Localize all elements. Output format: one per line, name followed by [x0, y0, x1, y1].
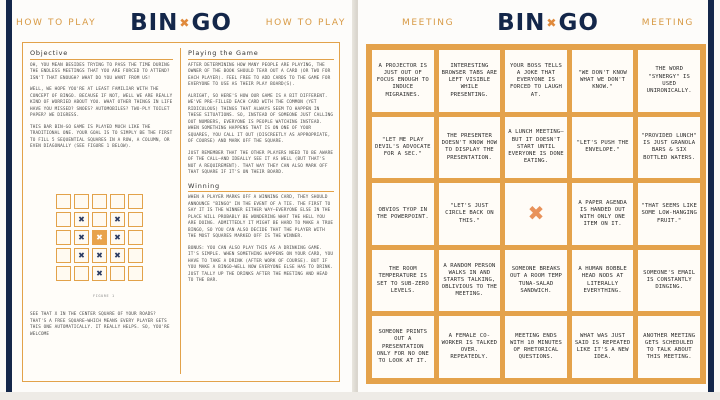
bingo-square[interactable]: A FEMALE CO-WORKER IS TALKED OVER. REPEATEDLY.: [439, 316, 501, 378]
bingo-board: [366, 44, 706, 384]
bingo-square[interactable]: WHAT WAS JUST SAID IS REPEATED LIKE IT'S A NEW IDEA.: [572, 316, 634, 378]
bingo-square[interactable]: THE ROOM TEMPERATURE IS SET TO SUB-ZERO LEVELS.: [372, 250, 434, 312]
header-right-label: HOW TO PLAY: [265, 18, 346, 28]
figure-square: ✖: [110, 212, 125, 227]
figure-square: [56, 194, 71, 209]
figure-square: [56, 266, 71, 281]
free-square-x-icon[interactable]: ✖: [505, 183, 567, 245]
bingo-square[interactable]: OBVIOS TYOP IN THE POWERPOINT.: [372, 183, 434, 245]
figure-square: [128, 266, 143, 281]
figure-square: [56, 248, 71, 263]
bingo-title-part-b: GO: [558, 10, 599, 36]
header-left-label: MEETING: [402, 18, 455, 28]
how-to-play-header: [16, 8, 346, 38]
bingo-square[interactable]: YOUR BOSS TELLS A JOKE THAT EVERYONE IS FORCED TO LAUGH AT.: [505, 50, 567, 112]
winning-title: Winning: [188, 183, 334, 193]
winning-paragraph: BONUS: YOU CAN ALSO PLAY THIS AS A DRINKING GAME. IT'S SIMPLE. WHEN SOMETHING HAPPENS ON YOUR CARD, YOU HAVE TO TAKE A DRINK (AFTER WORK OF COURSE). BUT IF YOU MAKE A BINGO—WELL NOW EVERYONE ELSE HAS TO DRINK. JUST TALLY UP THE DRINKS AFTER THE MEETING AND HEAD TO THE BAR.: [188, 245, 334, 283]
bingo-square[interactable]: A RANDOM PERSON WALKS IN AND STARTS TALKING, OBLIVIOUS TO THE MEETING.: [439, 250, 501, 312]
figure-square: ✖: [110, 248, 125, 263]
bingo-square[interactable]: MEETING ENDS WITH 10 MINUTES OF RHETORICAL QUESTIONS.: [505, 316, 567, 378]
bingo-square[interactable]: THE WORD "SYNERGY" IS USED UNIRONICALLY.: [638, 50, 700, 112]
bingo-square[interactable]: INTERESTING BROWSER TABS ARE LEFT VISIBLE WHILE PRESENTING.: [439, 50, 501, 112]
figure-square: [56, 230, 71, 245]
bingo-title-part-b: GO: [191, 10, 232, 36]
playing-section: [188, 50, 334, 290]
bingo-square[interactable]: "LET ME PLAY DEVIL'S ADVOCATE FOR A SEC.": [372, 117, 434, 179]
header-left-label: HOW TO PLAY: [16, 18, 97, 28]
bingo-square[interactable]: THE PRESENTER DOESN'T KNOW HOW TO DISPLAY THE PRESENTATION.: [439, 117, 501, 179]
bingo-square[interactable]: A PROJECTOR IS JUST OUT OF FOCUS ENOUGH TO INDUCE MIGRAINES.: [372, 50, 434, 112]
objective-paragraph: OH, YOU MEAN BESIDES TRYING TO PASS THE TIME DURING THE ENDLESS MEETINGS THAT YOU ARE FORCED TO ATTEND? ISN'T THAT ENOUGH? WHAT DO YOU WANT FROM US!: [30, 62, 170, 81]
figure-square: [128, 230, 143, 245]
figure-square: [128, 248, 143, 263]
figure-square: [128, 212, 143, 227]
playing-paragraph: JUST REMEMBER THAT THE OTHER PLAYERS NEED TO BE AWARE OF THE CALL—AND IDEALLY SEE IT AS WELL (BUT THAT'S NOT A REQUIREMENT). THAT WAY THEY CAN ALSO MARK OFF THAT SQUARE IF IT'S ON THEIR BOARD.: [188, 150, 334, 175]
figure-square: [56, 212, 71, 227]
figure-square: [92, 212, 107, 227]
bingo-title-part-a: BIN: [130, 10, 179, 36]
figure-square: ✖: [92, 266, 107, 281]
column-divider: [180, 48, 181, 374]
x-mark-icon: ✖: [546, 16, 558, 30]
bingo-square[interactable]: "PROVIDED LUNCH" IS JUST GRANOLA BARS & SIX BOTTLED WATERS.: [638, 117, 700, 179]
playing-paragraph: ALRIGHT, SO HERE'S HOW OUR GAME IS A BIT DIFFERENT. WE'VE PRE-FILLED EACH CARD WITH THE COMMON (YET RIDICULOUS) THINGS THAT ALWAYS SEEM TO HAPPEN IN THESE SITUATIONS. SO, INSTEAD OF SOMEONE JUST CALLING OUT NUMBERS, EVERYONE IS PEOPLE WATCHING INSTEAD. WHEN SOMETHING HAPPENS THAT IS ON ONE OF YOUR SQUARES, YOU CALL IT OUT (DISCREETLY AS APPROPRIATE, OF COURSE) AND MARK OFF THE SQUARE.: [188, 93, 334, 144]
closing-paragraph: SEE THAT X IN THE CENTER SQUARE OF YOUR ROADS? THAT'S A FREE SQUARE—WHICH MEANS EVERY PLAYER GETS THIS ONE AUTOMATICALLY. IT REALLY HELPS. SO, YOU'RE WELCOME: [30, 312, 170, 337]
bingo-square[interactable]: "WE DON'T KNOW WHAT WE DON'T KNOW.": [572, 50, 634, 112]
figure-1-grid: [56, 194, 143, 281]
objective-paragraph: THIS BAR BIN-GO GAME IS PLAYED MUCH LIKE THE TRADITIONAL ONE. YOUR GOAL IS TO SIMPLY BE THE FIRST TO FILL 5 SEQUENTIAL SQUARES IN A ROW, A COLUMN, OR EVEN DIAGONALLY (SEE FIGURE 1 BELOW).: [30, 124, 173, 149]
bingo-square[interactable]: "LET'S JUST CIRCLE BACK ON THIS.": [439, 183, 501, 245]
objective-title: Objective: [30, 50, 173, 60]
figure-square: ✖: [74, 248, 89, 263]
winning-paragraph: WHEN A PLAYER MARKS OFF A WINNING CARD, THEY SHOULD ANNOUNCE "BINGO" IN THE EVENT OF A TIE. THE FIRST TO SAY IT IS THE WINNER EITHER WAY—EVERYONE ELSE IN THE PLACE WILL PROBABLY BE WONDERING WHAT THE HELL YOU ARE DOING. ADMITTEDLY IT MIGHT BE HARD TO MAKE A TRUE BINGO, SO YOU CAN ALSO DECIDE THAT THE PLAYER WITH THE MOST SQUARES MARKED OFF IS THE WINNER.: [188, 195, 334, 239]
figure-square: [110, 266, 125, 281]
figure-square: [74, 194, 89, 209]
page-bottom-edge: [0, 392, 720, 400]
figure-square: [110, 194, 125, 209]
figure-square: ✖: [110, 230, 125, 245]
bingo-square[interactable]: "LET'S PUSH THE ENVELOPE.": [572, 117, 634, 179]
bingo-square[interactable]: SOMEONE BREAKS OUT A ROOM TEMP TUNA-SALAD SANDWICH.: [505, 250, 567, 312]
bingo-square[interactable]: SOMEONE'S EMAIL IS CONSTANTLY DINGING.: [638, 250, 700, 312]
figure-free-square: ✖: [92, 230, 107, 245]
bingo-square[interactable]: "THAT SEEMS LIKE SOME LOW-HANGING FRUIT.": [638, 183, 700, 245]
figure-square: ✖: [74, 212, 89, 227]
bingo-square[interactable]: A HUMAN BOBBLE HEAD NODS AT LITERALLY EVERYTHING.: [572, 250, 634, 312]
bingo-square[interactable]: SOMEONE PRINTS OUT A PRESENTATION ONLY FOR NO ONE TO LOOK AT IT.: [372, 316, 434, 378]
playing-title: Playing the Game: [188, 50, 334, 60]
objective-section: [30, 50, 173, 156]
x-mark-icon: ✖: [179, 16, 191, 30]
figure-square: ✖: [92, 248, 107, 263]
objective-paragraph: WELL, WE HOPE YOU'RE AT LEAST FAMILIAR WITH THE CONCEPT OF BINGO. BECAUSE IF NOT, WELL WE ARE REALLY KIND OF WORRIED ABOUT YOU. WHAT OTHER THINGS IN LIFE HAVE YOU MISSED? SNOES? AUTOMOBILES? TWO-PLY TOILET PAPER? WE DIGRESS.: [30, 87, 173, 118]
figure-square: ✖: [74, 230, 89, 245]
playing-paragraph: AFTER DETERMINING HOW MANY PEOPLE ARE PLAYING, THE OWNER OF THE BOOK SHOULD TEAR OUT A CARD (OR TWO FOR EACH PLAYER). FEEL FREE TO ADD CARDS TO THE GAME FOR EVERYONE TO USE AS THEIR PLAY BOARD(S).: [188, 62, 331, 87]
figure-square: [92, 194, 107, 209]
figure-square: [74, 266, 89, 281]
bingo-title: [497, 10, 599, 36]
header-right-label: MEETING: [641, 18, 694, 28]
bingo-square[interactable]: ANOTHER MEETING GETS SCHEDULED TO TALK ABOUT THIS MEETING.: [638, 316, 700, 378]
figure-label: FIGURE 1: [93, 294, 115, 298]
meeting-bingo-header: [402, 8, 694, 38]
figure-square: [128, 194, 143, 209]
bingo-square[interactable]: A PAPER AGENDA IS HANDED OUT WITH ONLY ONE ITEM ON IT.: [572, 183, 634, 245]
bingo-square[interactable]: A LUNCH MEETING—BUT IT DOESN'T START UNTIL EVERYONE IS DONE EATING.: [505, 117, 567, 179]
bingo-title: [130, 10, 232, 36]
objective-closing: [30, 312, 173, 343]
bingo-title-part-a: BIN: [497, 10, 546, 36]
